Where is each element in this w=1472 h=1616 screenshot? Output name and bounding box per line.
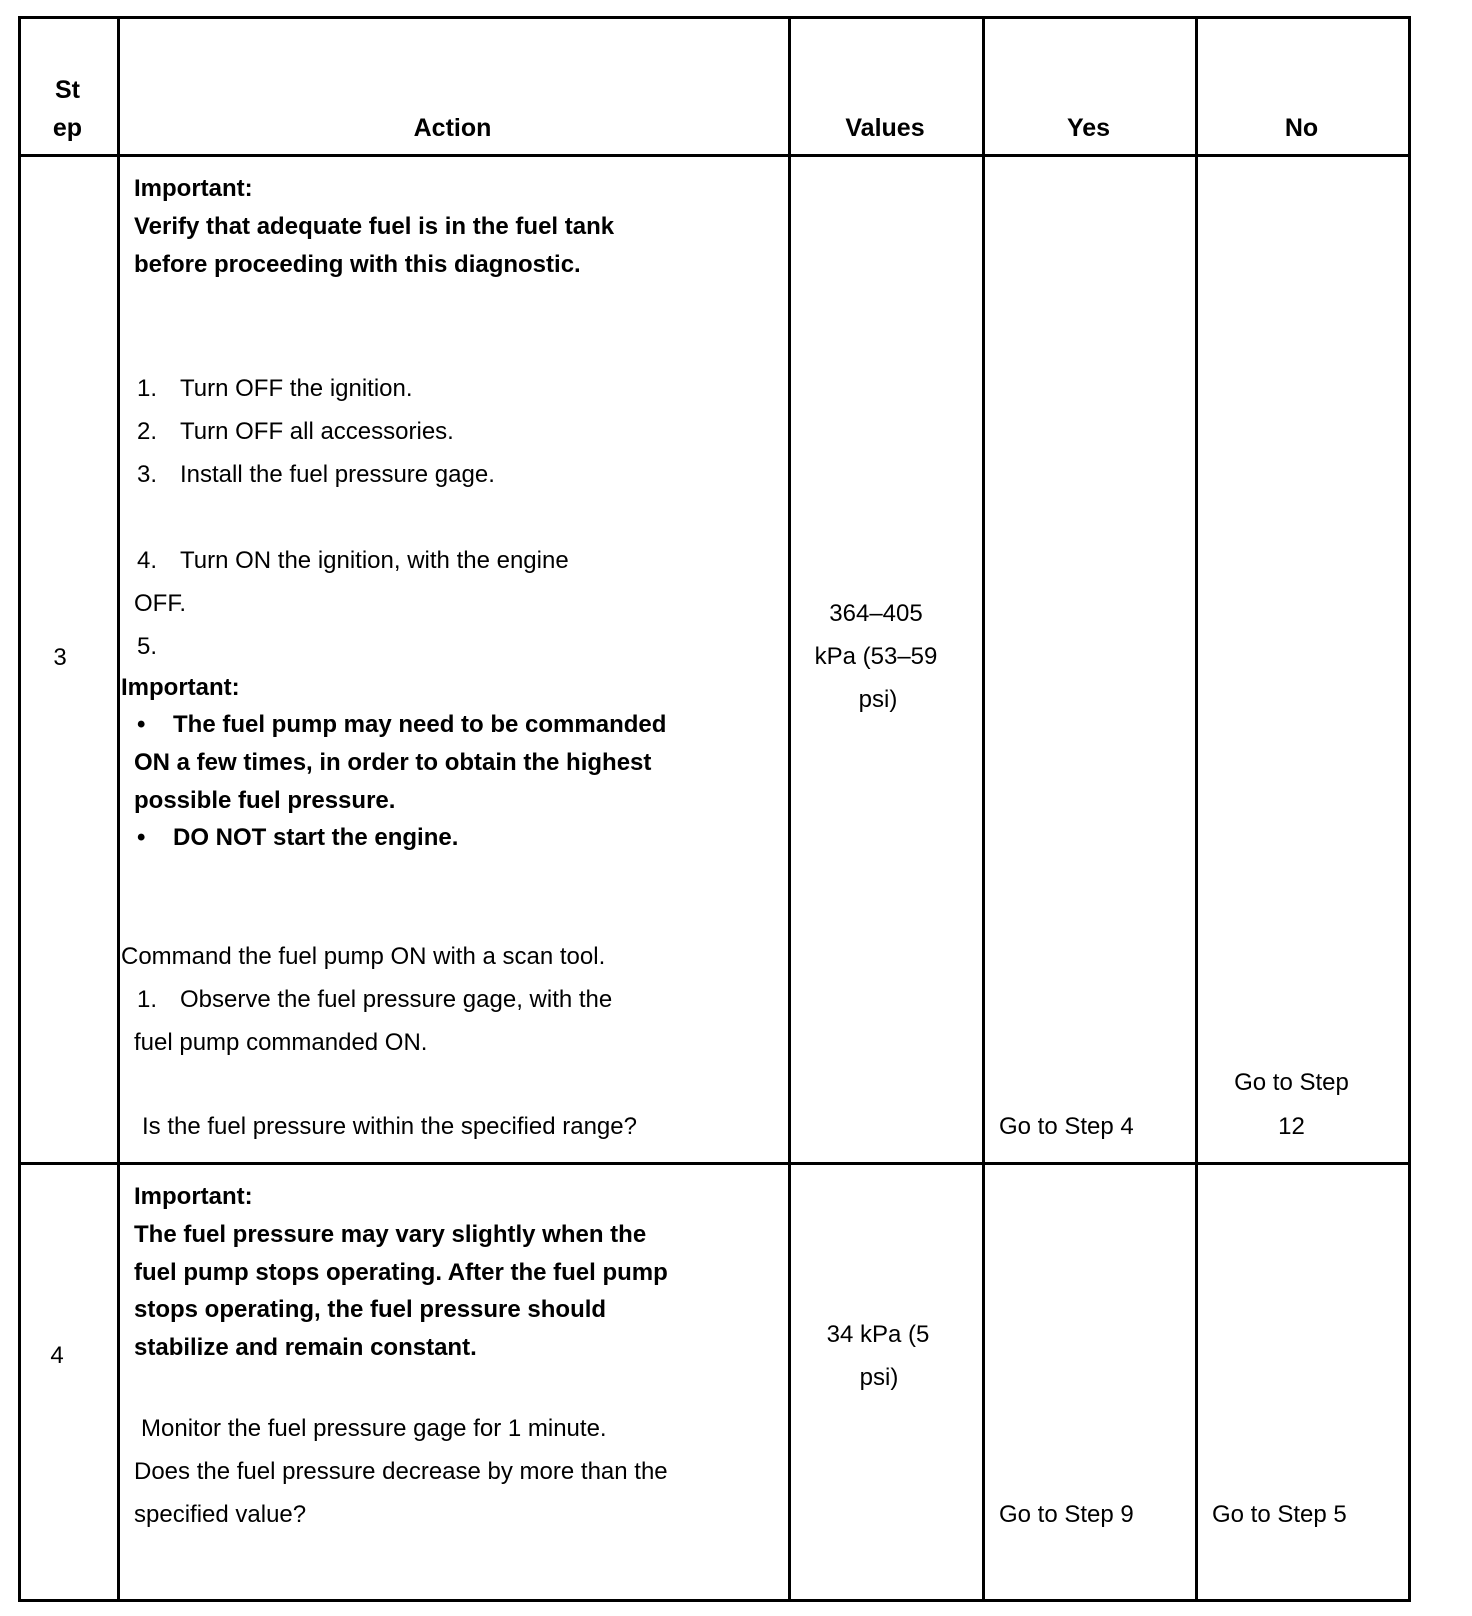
step-item-text: Turn OFF the ignition.	[180, 375, 413, 402]
important-text: fuel pump stops operating. After the fuel pump	[134, 1259, 668, 1286]
row-divider	[18, 1162, 1411, 1165]
value-text: kPa (53–59	[814, 643, 938, 670]
no-action: Go to Step	[1234, 1069, 1349, 1096]
important-text: before proceeding with this diagnostic.	[134, 251, 581, 278]
column-divider	[982, 16, 985, 1602]
header-yes: Yes	[1066, 114, 1111, 142]
command-text: Command the fuel pump ON with a scan tool.	[121, 943, 606, 970]
table-border-top	[18, 16, 1411, 19]
question-text: Does the fuel pressure decrease by more than the	[134, 1458, 668, 1485]
value-text: psi)	[858, 686, 898, 713]
step-item-text: Install the fuel pressure gage.	[180, 461, 495, 488]
column-divider	[1195, 16, 1198, 1602]
header-step-line1: St	[55, 76, 80, 104]
step-item-text: Turn ON the ignition, with the engine	[180, 547, 569, 574]
step-item-number: 2.	[137, 418, 158, 445]
important-label: Important:	[134, 175, 253, 202]
header-step-line2: ep	[52, 114, 83, 142]
bullet-text: The fuel pump may need to be commanded	[173, 711, 667, 738]
step-number: 4	[50, 1342, 64, 1369]
question-text: Is the fuel pressure within the specified range?	[142, 1113, 637, 1140]
value-text: 364–405	[829, 600, 923, 627]
step-number: 3	[53, 644, 67, 671]
important-text: stabilize and remain constant.	[134, 1334, 477, 1361]
step-item-number: 1.	[137, 375, 158, 402]
step-item-number: 1.	[137, 986, 158, 1013]
important-label: Important:	[121, 674, 240, 701]
important-label: Important:	[134, 1183, 253, 1210]
no-action: 12	[1278, 1113, 1305, 1140]
header-action: Action	[413, 114, 492, 142]
question-text: specified value?	[134, 1501, 307, 1528]
yes-action: Go to Step 9	[999, 1501, 1134, 1528]
important-text: stops operating, the fuel pressure should	[134, 1296, 607, 1323]
column-divider	[117, 16, 120, 1602]
important-text: The fuel pressure may vary slightly when the	[134, 1221, 647, 1248]
table-border-bottom	[18, 1599, 1411, 1602]
step-item-number: 5.	[137, 633, 158, 660]
value-text: 34 kPa (5	[826, 1321, 930, 1348]
bullet-icon: •	[137, 711, 146, 738]
step-item-text-continued: fuel pump commanded ON.	[134, 1029, 428, 1056]
step-item-text-continued: OFF.	[134, 590, 186, 617]
table-border-right	[1408, 16, 1411, 1602]
step-item-text: Turn OFF all accessories.	[180, 418, 454, 445]
header-divider	[18, 154, 1411, 157]
monitor-text: Monitor the fuel pressure gage for 1 minute.	[141, 1415, 607, 1442]
bullet-text: ON a few times, in order to obtain the highest	[134, 749, 652, 776]
value-text: psi)	[859, 1364, 899, 1391]
header-values: Values	[845, 114, 925, 142]
no-action: Go to Step 5	[1212, 1501, 1347, 1528]
bullet-text: DO NOT start the engine.	[173, 824, 459, 851]
important-text: Verify that adequate fuel is in the fuel tank	[134, 213, 615, 240]
bullet-text: possible fuel pressure.	[134, 787, 396, 814]
step-item-number: 3.	[137, 461, 158, 488]
step-item-text: Observe the fuel pressure gage, with the	[180, 986, 613, 1013]
bullet-icon: •	[137, 824, 146, 851]
step-item-number: 4.	[137, 547, 158, 574]
header-no: No	[1284, 114, 1319, 142]
yes-action: Go to Step 4	[999, 1113, 1134, 1140]
